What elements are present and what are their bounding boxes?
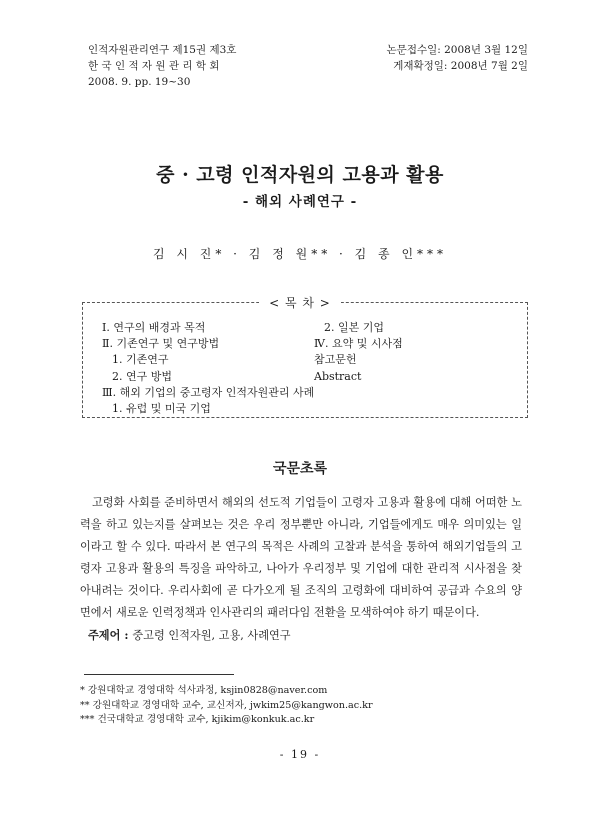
issue-pages: 2008. 9. pp. 19~30 bbox=[88, 76, 191, 88]
toc-item: Ⅱ. 기존연구 및 연구방법 bbox=[102, 337, 220, 351]
footnotes bbox=[80, 684, 373, 728]
paper-title: 중 · 고령 인적자원의 고용과 활용 bbox=[156, 164, 444, 186]
toc-right-column bbox=[314, 320, 403, 385]
submission-dates bbox=[387, 42, 528, 74]
received-date: 논문접수일: 2008년 3월 12일 bbox=[386, 44, 528, 56]
footnote-divider bbox=[84, 674, 234, 675]
keywords-text: 중고령 인적자원, 고용, 사례연구 bbox=[132, 629, 291, 642]
journal-name: 인적자원관리연구 제15권 제3호 bbox=[88, 44, 237, 56]
toc-label: < 목 차 > bbox=[0, 294, 600, 311]
toc-item: 1. 유럽 및 미국 기업 bbox=[112, 402, 211, 416]
toc-item: 1. 기존연구 bbox=[112, 353, 169, 367]
toc-item: 2. 연구 방법 bbox=[112, 369, 172, 383]
toc-item: Ⅰ. 연구의 배경과 목적 bbox=[102, 321, 206, 334]
page-number: - 19 - bbox=[279, 748, 321, 761]
keywords bbox=[88, 627, 291, 643]
toc-item: 2. 일본 기업 bbox=[324, 321, 384, 334]
toc-item: Ⅳ. 요약 및 시사점 bbox=[314, 337, 403, 351]
society-name: 한 국 인 적 자 원 관 리 학 회 bbox=[88, 60, 220, 72]
accepted-date: 게재확정일: 2008년 7월 2일 bbox=[393, 60, 528, 72]
footnote: * 강원대학교 경영대학 석사과정, ksjin0828@naver.com bbox=[80, 685, 328, 696]
toc-item: 참고문헌 bbox=[314, 353, 357, 367]
author-list: 김 시 진* · 김 정 원** · 김 종 인*** bbox=[152, 247, 448, 261]
abstract-heading: 국문초록 bbox=[272, 461, 328, 477]
toc-item: Ⅲ. 해외 기업의 중고령자 인적자원관리 사례 bbox=[102, 385, 315, 399]
paper-subtitle: - 해외 사례연구 - bbox=[242, 194, 358, 210]
footnote: *** 건국대학교 경영대학 교수, kjikim@konkuk.ac.kr bbox=[80, 714, 315, 725]
journal-info bbox=[88, 42, 236, 90]
toc-item: Abstract bbox=[314, 369, 362, 383]
footnote: ** 강원대학교 경영대학 교수, 교신저자, jwkim25@kangwon.ac.kr bbox=[80, 699, 373, 711]
keywords-label: 주제어 : bbox=[88, 628, 133, 642]
toc-left-column bbox=[102, 320, 314, 417]
abstract-body: 고령화 사회를 준비하면서 해외의 선도적 기업들이 고령자 고용과 활용에 대해 어떠한 노력을 하고 있는지를 살펴보는 것은 우리 정부뿐만 아니라, 기업들에게도 매우 의미있는 일이라고 할 수 있다. 따라서 본 연구의 목적은 사례의 고찰과 분석을 통하여 해외기업들의 고령자 고용과 활용의 특징을 파악하고, 나아가 우리정부 및 기업에 대한 관리적 시사점을 찾아내려는 것이다. 우리사회에 곧 다가오게 될 조직의 고령화에 대비하여 공급과 수요의 양면에서 새로운 인력정책과 인사관리의 패러다임 전환을 모색하여야 하기 때문이다. bbox=[80, 496, 522, 619]
